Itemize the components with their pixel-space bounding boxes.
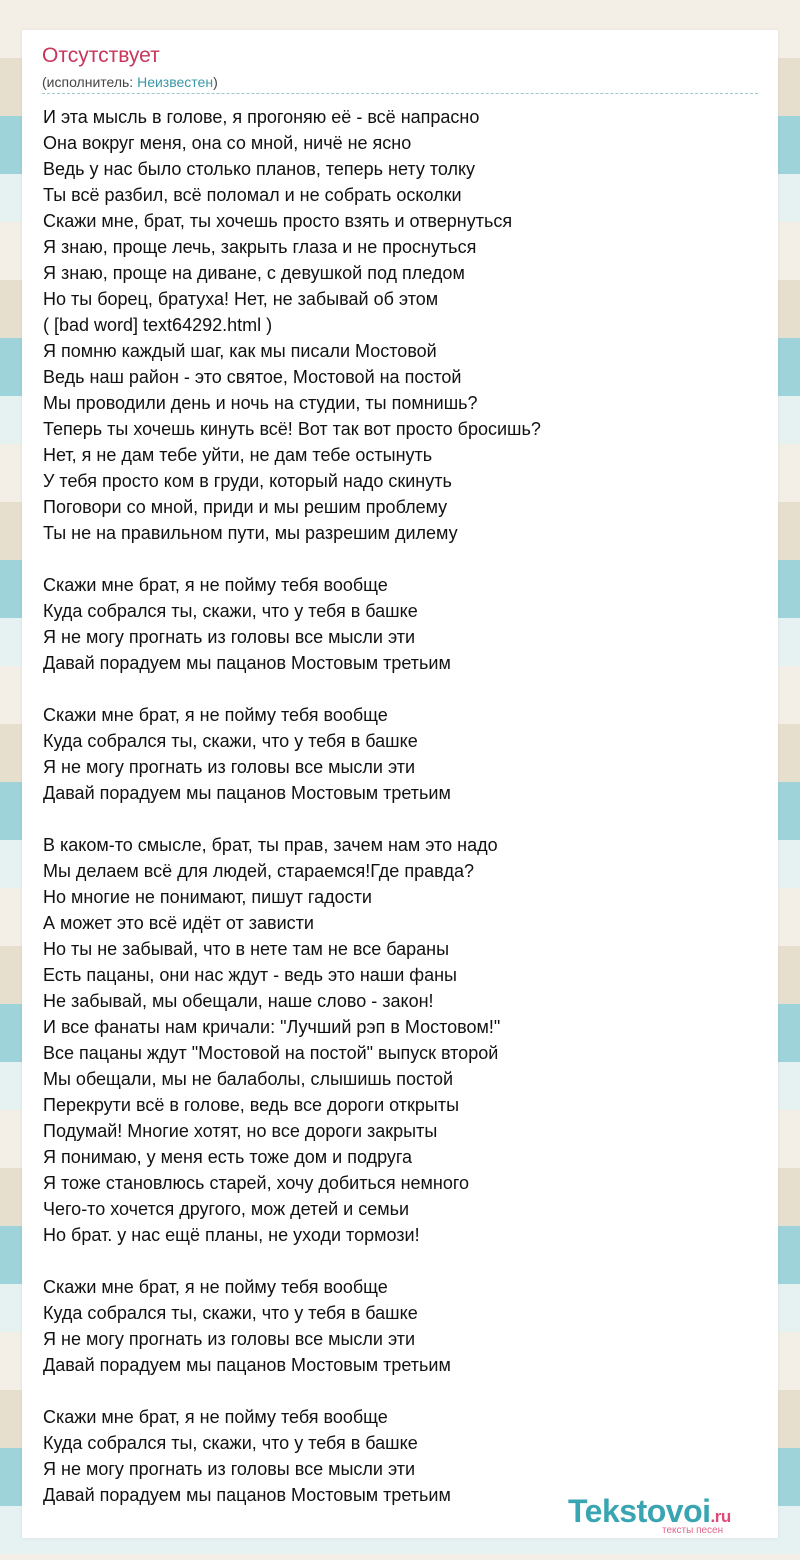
lyric-line: Я не могу прогнать из головы все мысли эти bbox=[43, 627, 416, 647]
lyric-line: Но многие не понимают, пишут гадости bbox=[43, 887, 372, 907]
lyric-line: Все пацаны ждут "Мостовой на постой" выпуск второй bbox=[43, 1043, 499, 1063]
lyric-line: ( [bad word] text64292.html ) bbox=[43, 315, 273, 335]
lyric-line: Перекрути всё в голове, ведь все дороги открыты bbox=[43, 1095, 460, 1115]
lyric-line: Подумай! Многие хотят, но все дороги закрыты bbox=[43, 1121, 438, 1141]
logo-domain: .ru bbox=[710, 1507, 731, 1526]
lyric-line: Я тоже становлюсь старей, хочу добиться немного bbox=[43, 1173, 470, 1193]
lyric-line: Ведь у нас было столько планов, теперь нету толку bbox=[43, 159, 476, 179]
lyric-line: Скажи мне, брат, ты хочешь просто взять и отвернуться bbox=[43, 211, 513, 231]
lyric-line: В каком-то смысле, брат, ты прав, зачем нам это надо bbox=[43, 835, 498, 855]
lyric-blank-line bbox=[43, 676, 763, 702]
lyrics-card bbox=[22, 30, 778, 1538]
lyric-line: Давай порадуем мы пацанов Мостовым третьим bbox=[43, 653, 451, 673]
lyric-line: Не забывай, мы обещали, наше слово - закон! bbox=[43, 991, 434, 1011]
lyric-line: Ты не на правильном пути, мы разрешим дилему bbox=[43, 523, 458, 543]
lyric-blank-line bbox=[43, 1378, 763, 1404]
lyric-line: Куда собрался ты, скажи, что у тебя в башке bbox=[43, 1303, 418, 1323]
performer-prefix: (исполнитель: bbox=[42, 74, 138, 90]
lyric-line: Скажи мне брат, я не пойму тебя вообще bbox=[43, 705, 388, 725]
lyric-blank-line bbox=[43, 1248, 763, 1274]
song-title: Отсутствует bbox=[42, 44, 160, 67]
lyric-line: Куда собрался ты, скажи, что у тебя в башке bbox=[43, 601, 418, 621]
lyric-line: Давай порадуем мы пацанов Мостовым третьим bbox=[43, 1355, 451, 1375]
lyric-line: Куда собрался ты, скажи, что у тебя в башке bbox=[43, 1433, 418, 1453]
lyric-line: Я не могу прогнать из головы все мысли эти bbox=[43, 757, 416, 777]
title-divider bbox=[42, 93, 758, 94]
lyric-line: Мы обещали, мы не балаболы, слышишь постой bbox=[43, 1069, 454, 1089]
lyric-line: Нет, я не дам тебе уйти, не дам тебе остынуть bbox=[43, 445, 433, 465]
lyric-line: Есть пацаны, они нас ждут - ведь это наши фаны bbox=[43, 965, 457, 985]
lyric-blank-line bbox=[43, 546, 763, 572]
logo-name: Tekstovoi bbox=[568, 1493, 711, 1529]
lyric-line: Я помню каждый шаг, как мы писали Мостовой bbox=[43, 341, 437, 361]
lyric-line: Я знаю, проще на диване, с девушкой под пледом bbox=[43, 263, 465, 283]
lyric-blank-line bbox=[43, 806, 763, 832]
lyric-line: У тебя просто ком в груди, который надо скинуть bbox=[43, 471, 452, 491]
lyrics-text bbox=[43, 104, 763, 1508]
lyric-line: Я не могу прогнать из головы все мысли эти bbox=[43, 1459, 416, 1479]
lyric-line: Давай порадуем мы пацанов Мостовым третьим bbox=[43, 1485, 451, 1505]
lyric-line: Но ты не забывай, что в нете там не все бараны bbox=[43, 939, 450, 959]
lyric-line: Я понимаю, у меня есть тоже дом и подруга bbox=[43, 1147, 413, 1167]
lyric-line: Но брат. у нас ещё планы, не уходи тормози! bbox=[43, 1225, 420, 1245]
lyric-line: Скажи мне брат, я не пойму тебя вообще bbox=[43, 1407, 388, 1427]
lyric-line: Но ты борец, братуха! Нет, не забывай об этом bbox=[43, 289, 439, 309]
lyric-line: Куда собрался ты, скажи, что у тебя в башке bbox=[43, 731, 418, 751]
lyric-line: Она вокруг меня, она со мной, ничё не ясно bbox=[43, 133, 412, 153]
lyric-line: И эта мысль в голове, я прогоняю её - всё напрасно bbox=[43, 107, 480, 127]
lyric-line: Давай порадуем мы пацанов Мостовым третьим bbox=[43, 783, 451, 803]
lyric-line: Мы проводили день и ночь на студии, ты помнишь? bbox=[43, 393, 478, 413]
lyric-line: Я знаю, проще лечь, закрыть глаза и не проснуться bbox=[43, 237, 477, 257]
lyric-line: Скажи мне брат, я не пойму тебя вообще bbox=[43, 1277, 388, 1297]
tekstovoi-logo[interactable] bbox=[568, 1494, 778, 1534]
lyric-line: И все фанаты нам кричали: "Лучший рэп в Мостовом!" bbox=[43, 1017, 501, 1037]
lyric-line: Поговори со мной, приди и мы решим проблему bbox=[43, 497, 448, 517]
lyric-line: Скажи мне брат, я не пойму тебя вообще bbox=[43, 575, 388, 595]
performer-suffix: ) bbox=[213, 74, 218, 90]
lyric-line: А может это всё идёт от зависти bbox=[43, 913, 314, 933]
logo-tagline: тексты песен bbox=[662, 1525, 724, 1536]
lyric-line: Чего-то хочется другого, мож детей и семьи bbox=[43, 1199, 410, 1219]
performer-link[interactable]: Неизвестен bbox=[137, 74, 214, 90]
lyric-line: Ведь наш район - это святое, Мостовой на постой bbox=[43, 367, 462, 387]
lyric-line: Я не могу прогнать из головы все мысли эти bbox=[43, 1329, 416, 1349]
performer-line bbox=[42, 73, 218, 91]
lyric-line: Мы делаем всё для людей, стараемся!Где правда? bbox=[43, 861, 474, 881]
lyric-line: Теперь ты хочешь кинуть всё! Вот так вот просто бросишь? bbox=[43, 419, 541, 439]
lyric-line: Ты всё разбил, всё поломал и не собрать осколки bbox=[43, 185, 462, 205]
